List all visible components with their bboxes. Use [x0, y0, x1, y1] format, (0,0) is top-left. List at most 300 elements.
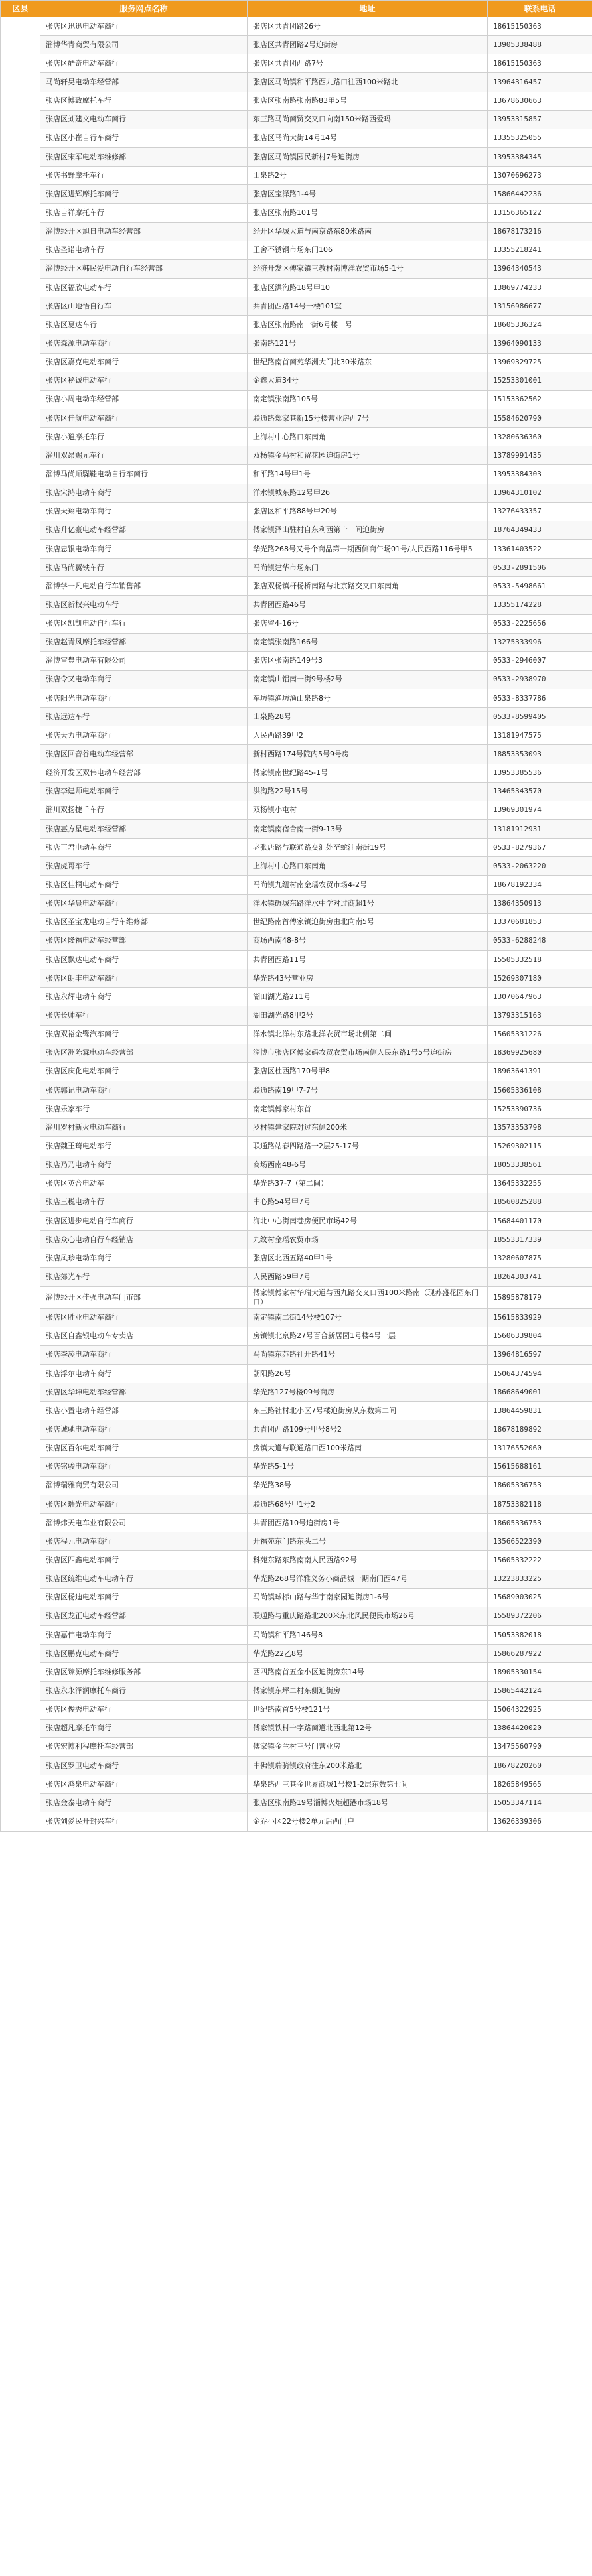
outlet-name-cell: 淄博经开区韩民爱电动自行车经营部 [40, 259, 248, 278]
outlet-address-cell: 联通路与重庆路路北200米东北风民便民市场26号 [248, 1607, 488, 1625]
table-row [1, 1402, 592, 1420]
table-row [1, 1212, 592, 1231]
table-row [1, 969, 592, 988]
outlet-phone-cell: 15684401170 [488, 1212, 592, 1231]
table-row [1, 502, 592, 521]
table-row [1, 1588, 592, 1607]
outlet-name-cell: 张店刘爱民开封兴车行 [40, 1812, 248, 1831]
outlet-phone-cell: 15064322925 [488, 1700, 592, 1719]
outlet-name-cell: 张店区飘达电动车商行 [40, 951, 248, 969]
outlet-phone-cell: 18053338561 [488, 1156, 592, 1174]
outlet-address-cell: 经济开发区傅家镇三教村南博洋农贸市场5-1号 [248, 259, 488, 278]
table-row [1, 1156, 592, 1174]
outlet-phone-cell: 15689003025 [488, 1588, 592, 1607]
outlet-address-cell: 开福苑东门路东头二号 [248, 1532, 488, 1551]
outlet-name-cell: 张店小逍摩托车行 [40, 428, 248, 446]
outlet-phone-cell: 18264303741 [488, 1268, 592, 1286]
outlet-address-cell: 共青团西路46号 [248, 596, 488, 614]
outlet-phone-cell: 15153362562 [488, 390, 592, 409]
outlet-name-cell: 张店区博致摩托车行 [40, 92, 248, 110]
table-row [1, 1775, 592, 1794]
outlet-name-cell: 张店天翔电动车商行 [40, 502, 248, 521]
outlet-name-cell: 张店乃乃电动车商行 [40, 1156, 248, 1174]
outlet-phone-cell: 18553317339 [488, 1231, 592, 1249]
outlet-address-cell: 马尚镇东苏路社开路41号 [248, 1345, 488, 1364]
outlet-phone-cell: 13964310102 [488, 484, 592, 502]
outlet-phone-cell: 13355325055 [488, 129, 592, 147]
outlet-phone-cell: 15253301001 [488, 372, 592, 390]
table-row [1, 1645, 592, 1663]
outlet-phone-cell: 13864350913 [488, 894, 592, 913]
table-row [1, 1062, 592, 1081]
table-row [1, 801, 592, 819]
outlet-name-cell: 张店区龙正电动车经营部 [40, 1607, 248, 1625]
table-row [1, 1119, 592, 1137]
table-row [1, 73, 592, 92]
table-row [1, 1025, 592, 1044]
outlet-name-cell: 经济开发区双伟电动车经营部 [40, 764, 248, 782]
outlet-address-cell: 华光路22乙8号 [248, 1645, 488, 1663]
outlet-address-cell: 傅家镇南世纪路45-1号 [248, 764, 488, 782]
table-row [1, 1457, 592, 1476]
table-row [1, 17, 592, 36]
outlet-phone-cell: 13156986677 [488, 297, 592, 316]
outlet-address-cell: 洋水镇北洋村东路北洋农贸市场北侧第二间 [248, 1025, 488, 1044]
outlet-name-cell: 张店区迅迅电动车商行 [40, 17, 248, 36]
outlet-phone-cell: 0533-2225656 [488, 614, 592, 633]
outlet-address-cell: 张店区张南路南一街6号楼一号 [248, 316, 488, 334]
outlet-address-cell: 洪沟路22号15号 [248, 782, 488, 801]
region-cell: 张店 [1, 17, 40, 1832]
outlet-address-cell: 华光路268号又号个商品第一期西侧商午场01号/人民西路116号甲5 [248, 539, 488, 558]
table-row [1, 1081, 592, 1100]
table-row [1, 614, 592, 633]
outlet-phone-cell: 13964816597 [488, 1345, 592, 1364]
outlet-address-cell: 联通路郑家巷新15号楼营业房西7号 [248, 409, 488, 427]
outlet-name-cell: 张店金泰电动车商行 [40, 1794, 248, 1812]
table-row [1, 1137, 592, 1156]
outlet-address-cell: 张店区北西五路40甲1号 [248, 1249, 488, 1268]
outlet-name-cell: 张店区朗丰电动车商行 [40, 969, 248, 988]
outlet-address-cell: 联通路站春四路路一2层25-17号 [248, 1137, 488, 1156]
table-row [1, 1514, 592, 1532]
outlet-address-cell: 人民西路59甲7号 [248, 1268, 488, 1286]
outlet-phone-cell: 0533-8279367 [488, 839, 592, 857]
outlet-name-cell: 张店书野摩托车行 [40, 167, 248, 185]
table-row [1, 876, 592, 894]
outlet-phone-cell: 13964316457 [488, 73, 592, 92]
outlet-address-cell: 共青团西路11号 [248, 951, 488, 969]
outlet-address-cell: 金乔小区22号楼2单元后西门户 [248, 1812, 488, 1831]
table-row [1, 390, 592, 409]
outlet-address-cell: 双杨镇金马村和留花园迫街房1号 [248, 446, 488, 465]
outlet-address-cell: 西四路南首五金小区迫街房东14号 [248, 1663, 488, 1682]
outlet-phone-cell: 15605336108 [488, 1081, 592, 1100]
outlet-address-cell: 中佛镇瑞骑镇政府往东200米路北 [248, 1756, 488, 1775]
outlet-phone-cell: 0533-2063220 [488, 857, 592, 876]
outlet-name-cell: 张店众心电动自行车经销店 [40, 1231, 248, 1249]
table-row [1, 1100, 592, 1119]
outlet-phone-cell: 0533-2891506 [488, 559, 592, 577]
table-row [1, 1476, 592, 1495]
outlet-address-cell: 经开区华城大道与南京路东80米路南 [248, 222, 488, 241]
outlet-name-cell: 张店区自鑫银电动车专卖店 [40, 1327, 248, 1345]
outlet-address-cell: 张南路121号 [248, 334, 488, 353]
outlet-name-cell: 张店区夏达车行 [40, 316, 248, 334]
outlet-name-cell: 张店远达车行 [40, 708, 248, 726]
outlet-name-cell: 张店凤珍电动车商行 [40, 1249, 248, 1268]
outlet-phone-cell: 15064374594 [488, 1364, 592, 1383]
table-row [1, 1700, 592, 1719]
outlet-address-cell: 洋水镇碾城东路洋水中学对过商超1号 [248, 894, 488, 913]
outlet-address-cell: 张店区宝泽路1-4号 [248, 185, 488, 204]
outlet-address-cell: 南定镇张南路166号 [248, 633, 488, 651]
outlet-name-cell: 张店区宋军电动车维修部 [40, 147, 248, 166]
table-row [1, 1345, 592, 1364]
table-row [1, 1570, 592, 1588]
outlet-name-cell: 张店长帅车行 [40, 1006, 248, 1025]
outlet-name-cell: 淄博华青商贸有限公司 [40, 36, 248, 54]
outlet-address-cell: 人民西路39甲2 [248, 726, 488, 745]
outlet-name-cell: 张店宋鸿电动车商行 [40, 484, 248, 502]
outlet-phone-cell: 13969301974 [488, 801, 592, 819]
outlet-name-cell: 张店永永泽润摩托车商行 [40, 1682, 248, 1700]
outlet-address-cell: 张店区共青团路26号 [248, 17, 488, 36]
outlet-phone-cell: 13864420020 [488, 1719, 592, 1737]
outlet-phone-cell: 13465343570 [488, 782, 592, 801]
outlet-address-cell: 山泉路2号 [248, 167, 488, 185]
outlet-name-cell: 张店郭记电动车商行 [40, 1081, 248, 1100]
outlet-name-cell: 张店惠方星电动车经营部 [40, 820, 248, 839]
outlet-phone-cell: 15606339804 [488, 1327, 592, 1345]
outlet-phone-cell: 13370681853 [488, 913, 592, 931]
outlet-phone-cell: 18560825288 [488, 1193, 592, 1211]
outlet-phone-cell: 13181912931 [488, 820, 592, 839]
outlet-address-cell: 金鑫大道34号 [248, 372, 488, 390]
outlet-name-cell: 张店区华坤电动车经营部 [40, 1383, 248, 1402]
outlet-name-cell: 张店赵青风摩托车经营部 [40, 633, 248, 651]
table-row [1, 1495, 592, 1513]
outlet-name-cell: 张店区鹏克电动车商行 [40, 1645, 248, 1663]
outlet-phone-cell: 18605336753 [488, 1476, 592, 1495]
table-row [1, 36, 592, 54]
outlet-phone-cell: 13355218241 [488, 241, 592, 259]
table-row [1, 951, 592, 969]
outlet-name-cell: 张店区进步电动自行车商行 [40, 1212, 248, 1231]
table-row [1, 241, 592, 259]
outlet-address-cell: 张店区和平路88号甲20号 [248, 502, 488, 521]
outlet-name-cell: 淄博雷豊电动车有限公司 [40, 651, 248, 670]
table-row [1, 1812, 592, 1831]
outlet-phone-cell: 15269302115 [488, 1137, 592, 1156]
outlet-address-cell: 湖田湖光路8甲2号 [248, 1006, 488, 1025]
outlet-name-cell: 张店区鸿泉电动车商行 [40, 1775, 248, 1794]
outlet-phone-cell: 13275333996 [488, 633, 592, 651]
outlet-name-cell: 马尚轩昊电动车经营部 [40, 73, 248, 92]
table-row [1, 484, 592, 502]
table-row [1, 1532, 592, 1551]
outlet-address-cell: 世纪路南首5号楼121号 [248, 1700, 488, 1719]
outlet-address-cell: 华泉路西三巷金世界商城1号楼1-2层东数第七间 [248, 1775, 488, 1794]
outlet-address-cell: 共青团西路14号一楼101室 [248, 297, 488, 316]
outlet-name-cell: 张店区庆化电动车商行 [40, 1062, 248, 1081]
outlet-address-cell: 湖田湖光路211号 [248, 988, 488, 1006]
outlet-phone-cell: 15589372206 [488, 1607, 592, 1625]
outlet-phone-cell: 13869774233 [488, 278, 592, 297]
table-row [1, 297, 592, 316]
outlet-address-cell: 南定镇傅家村东首 [248, 1100, 488, 1119]
outlet-phone-cell: 13280636360 [488, 428, 592, 446]
outlet-name-cell: 淄川罗村新火电动车商行 [40, 1119, 248, 1137]
table-row [1, 1439, 592, 1457]
outlet-phone-cell: 13793315163 [488, 1006, 592, 1025]
outlet-address-cell: 双杨镇小屯村 [248, 801, 488, 819]
outlet-address-cell: 南定镇南二街14号楼107号 [248, 1308, 488, 1327]
outlet-address-cell: 洋水镇城东路12号甲26 [248, 484, 488, 502]
outlet-name-cell: 张店区百尔电动车商行 [40, 1439, 248, 1457]
outlet-address-cell: 上海村中心路口东南角 [248, 428, 488, 446]
table-row [1, 54, 592, 73]
outlet-name-cell: 张店天力电动车商行 [40, 726, 248, 745]
outlet-name-cell: 张店李凌电动车商行 [40, 1345, 248, 1364]
table-row [1, 633, 592, 651]
table-row [1, 316, 592, 334]
outlet-phone-cell: 15895878179 [488, 1286, 592, 1308]
outlet-phone-cell: 13864459831 [488, 1402, 592, 1420]
outlet-name-cell: 张店区秘诚电动车行 [40, 372, 248, 390]
table-row [1, 110, 592, 129]
outlet-address-cell: 南定镇张南路105号 [248, 390, 488, 409]
outlet-phone-cell: 15605331226 [488, 1025, 592, 1044]
outlet-phone-cell: 15865442124 [488, 1682, 592, 1700]
outlet-address-cell: 张店区马尚镇和平路西九路口往西100米路北 [248, 73, 488, 92]
outlet-address-cell: 上海村中心路口东南角 [248, 857, 488, 876]
table-row [1, 1327, 592, 1345]
table-row [1, 259, 592, 278]
table-row [1, 1794, 592, 1812]
header-address: 地址 [248, 1, 488, 17]
outlet-name-cell: 张店诚驰电动车商行 [40, 1420, 248, 1439]
outlet-phone-cell: 13223833225 [488, 1570, 592, 1588]
outlet-name-cell: 张店区圣宝龙电动自行车维修部 [40, 913, 248, 931]
outlet-name-cell: 张店小周电动车经营部 [40, 390, 248, 409]
outlet-address-cell: 房镇镇北京路27号百合新居园1号楼4号一层 [248, 1327, 488, 1345]
outlet-address-cell: 傅家镇铁村十字路商道北西北第12号 [248, 1719, 488, 1737]
outlet-address-cell: 傅家镇东坪二村东侧迫街房 [248, 1682, 488, 1700]
outlet-phone-cell: 13953385536 [488, 764, 592, 782]
header-name: 服务网点名称 [40, 1, 248, 17]
table-row [1, 372, 592, 390]
outlet-phone-cell: 13964090133 [488, 334, 592, 353]
outlet-address-cell: 马尚镇和平路146号8 [248, 1625, 488, 1644]
outlet-address-cell: 马尚镇九纽村南金瑶农贸市场4-2号 [248, 876, 488, 894]
table-row [1, 745, 592, 764]
outlet-name-cell: 张店嘉伟电动车商行 [40, 1625, 248, 1644]
table-row [1, 1719, 592, 1737]
outlet-name-cell: 张店森源电动车商行 [40, 334, 248, 353]
table-row [1, 1682, 592, 1700]
outlet-address-cell: 张店双杨镇杆杨桥南路与北京路交叉口东南角 [248, 577, 488, 596]
outlet-name-cell: 淄博瑞雅商贸有限公司 [40, 1476, 248, 1495]
outlet-name-cell: 张店区隆福电动车经营部 [40, 931, 248, 950]
header-region: 区县 [1, 1, 40, 17]
outlet-phone-cell: 15615688161 [488, 1457, 592, 1476]
outlet-phone-cell: 13276433357 [488, 502, 592, 521]
table-row [1, 1420, 592, 1439]
outlet-phone-cell: 15866287922 [488, 1645, 592, 1663]
outlet-phone-cell: 13280607875 [488, 1249, 592, 1268]
outlet-phone-cell: 13626339306 [488, 1812, 592, 1831]
outlet-address-cell: 老张店路与联通路交汇处至蛇洼南街19号 [248, 839, 488, 857]
outlet-name-cell: 张店区小崔自行车商行 [40, 129, 248, 147]
table-row [1, 1607, 592, 1625]
table-row [1, 988, 592, 1006]
outlet-phone-cell: 13678630663 [488, 92, 592, 110]
outlet-phone-cell: 13176552060 [488, 1439, 592, 1457]
outlet-name-cell: 张店魏王琦电动车行 [40, 1137, 248, 1156]
outlet-phone-cell: 13361403522 [488, 539, 592, 558]
outlet-phone-cell: 18678220260 [488, 1756, 592, 1775]
outlet-name-cell: 张店区山地悟自行车 [40, 297, 248, 316]
header-phone: 联系电话 [488, 1, 592, 17]
outlet-phone-cell: 0533-5498661 [488, 577, 592, 596]
outlet-address-cell: 傅家镇傅家村华瑞大道与西九路交叉口西100米路南（现苏盛花园东门口） [248, 1286, 488, 1308]
table-row [1, 1551, 592, 1570]
outlet-address-cell: 张店区张南路149号3 [248, 651, 488, 670]
table-row [1, 278, 592, 297]
outlet-name-cell: 张店区华晨电动车商行 [40, 894, 248, 913]
outlet-phone-cell: 15605332222 [488, 1551, 592, 1570]
outlet-address-cell: 张店区张南路19号淄博火炬超港市场18号 [248, 1794, 488, 1812]
outlet-name-cell: 张店永辉电动车商行 [40, 988, 248, 1006]
outlet-name-cell: 张店区四鑫电动车商行 [40, 1551, 248, 1570]
outlet-address-cell: 张店区共青团西路7号 [248, 54, 488, 73]
table-row [1, 185, 592, 204]
table-row [1, 1193, 592, 1211]
table-row [1, 1006, 592, 1025]
table-row [1, 839, 592, 857]
outlet-name-cell: 张店升亿豪电动车经营部 [40, 521, 248, 539]
table-row [1, 689, 592, 708]
outlet-phone-cell: 15615833929 [488, 1308, 592, 1327]
outlet-phone-cell: 15053382018 [488, 1625, 592, 1644]
outlet-address-cell: 马尚镇建华市场东门 [248, 559, 488, 577]
outlet-address-cell: 张店区马尚镇园民新村7号迫街房 [248, 147, 488, 166]
outlet-address-cell: 张店区张南路101号 [248, 204, 488, 222]
outlet-name-cell: 张店忠银电动车商行 [40, 539, 248, 558]
outlet-phone-cell: 18753382118 [488, 1495, 592, 1513]
outlet-name-cell: 张店区瑞光电动车商行 [40, 1495, 248, 1513]
outlet-phone-cell: 18905330154 [488, 1663, 592, 1682]
outlet-phone-cell: 0533-8337786 [488, 689, 592, 708]
outlet-phone-cell: 13789991435 [488, 446, 592, 465]
outlet-phone-cell: 18369925680 [488, 1044, 592, 1062]
outlet-name-cell: 淄博经开区佳强电动车门市部 [40, 1286, 248, 1308]
outlet-address-cell: 南定镇山铝南一街9号楼2号 [248, 670, 488, 689]
table-body [1, 17, 592, 1832]
outlet-name-cell: 张店区罗卫电动车商行 [40, 1756, 248, 1775]
outlet-name-cell: 张店区进辉摩托车商行 [40, 185, 248, 204]
table-row [1, 539, 592, 558]
outlet-phone-cell: 15253390736 [488, 1100, 592, 1119]
outlet-name-cell: 张店宏博利程摩托车经营部 [40, 1737, 248, 1756]
outlet-name-cell: 张店区嘉克电动车商行 [40, 353, 248, 372]
table-row [1, 222, 592, 241]
outlet-name-cell: 张店超凡摩托车商行 [40, 1719, 248, 1737]
outlet-name-cell: 张店马尚翼铁车行 [40, 559, 248, 577]
outlet-name-cell: 张店令又电动车商行 [40, 670, 248, 689]
outlet-address-cell: 世纪路南首傅家镇迫街房由北向南5号 [248, 913, 488, 931]
outlet-name-cell: 张店区英合电动车 [40, 1174, 248, 1193]
outlet-phone-cell: 18963641391 [488, 1062, 592, 1081]
table-row [1, 931, 592, 950]
outlet-phone-cell: 13953384303 [488, 465, 592, 484]
outlet-address-cell: 东三路社村北小区7号楼迫街房从东数第二间 [248, 1402, 488, 1420]
outlet-phone-cell: 0533-2938970 [488, 670, 592, 689]
outlet-name-cell: 张店虎哥车行 [40, 857, 248, 876]
table-row [1, 670, 592, 689]
outlet-address-cell: 商场西南48-8号 [248, 931, 488, 950]
table-row [1, 1383, 592, 1402]
outlet-address-cell: 张店区杜西路170号甲8 [248, 1062, 488, 1081]
outlet-name-cell: 张店小置电动车经营部 [40, 1402, 248, 1420]
table-row [1, 521, 592, 539]
outlet-name-cell: 淄川双昂赐元车行 [40, 446, 248, 465]
table-row [1, 1737, 592, 1756]
outlet-name-cell: 张店区胜业电动车商行 [40, 1308, 248, 1327]
outlet-address-cell: 东三路马尚商贸交叉口向南150米路西爱玛 [248, 110, 488, 129]
table-header-row [1, 1, 592, 17]
outlet-phone-cell: 18764349433 [488, 521, 592, 539]
table-row [1, 1308, 592, 1327]
outlet-phone-cell: 13905338488 [488, 36, 592, 54]
outlet-name-cell: 张店区佳航电动车商行 [40, 409, 248, 427]
outlet-address-cell: 华光路37-7（第二间） [248, 1174, 488, 1193]
outlet-phone-cell: 18678189892 [488, 1420, 592, 1439]
outlet-address-cell: 和平路14号甲1号 [248, 465, 488, 484]
outlet-name-cell: 张店区佳桐电动车商行 [40, 876, 248, 894]
outlet-name-cell: 张店圣诺电动车行 [40, 241, 248, 259]
outlet-address-cell: 淄博市张店区傅家码农贸农贸市场南侧人民东路1号5号迫街房 [248, 1044, 488, 1062]
outlet-address-cell: 张店区马尚大街14号14号 [248, 129, 488, 147]
outlet-phone-cell: 15505332518 [488, 951, 592, 969]
outlet-address-cell: 联通路南19甲7-7号 [248, 1081, 488, 1100]
outlet-name-cell: 张店区回音谷电动车经营部 [40, 745, 248, 764]
outlet-address-cell: 华光路127号楼09号商房 [248, 1383, 488, 1402]
table-row [1, 167, 592, 185]
outlet-phone-cell: 13566522390 [488, 1532, 592, 1551]
table-row [1, 708, 592, 726]
outlet-address-cell: 山泉路28号 [248, 708, 488, 726]
table-row [1, 651, 592, 670]
outlet-address-cell: 罗村镇建家院对过东侧200米 [248, 1119, 488, 1137]
outlet-name-cell: 张店区刘建文电动车商行 [40, 110, 248, 129]
table-row [1, 913, 592, 931]
outlet-address-cell: 房镇大道与联通路口西100米路南 [248, 1439, 488, 1457]
outlet-phone-cell: 18853353093 [488, 745, 592, 764]
table-row [1, 559, 592, 577]
table-row [1, 428, 592, 446]
outlet-phone-cell: 13181947575 [488, 726, 592, 745]
outlet-name-cell: 淄博马尚顺驜鞋电动自行车商行 [40, 465, 248, 484]
outlet-phone-cell: 0533-8599405 [488, 708, 592, 726]
outlet-phone-cell: 18668649001 [488, 1383, 592, 1402]
table-row [1, 1231, 592, 1249]
outlet-address-cell: 新村西路174号院内5号9号房 [248, 745, 488, 764]
outlet-name-cell: 张店区杨迪电动车商行 [40, 1588, 248, 1607]
outlet-address-cell: 傅家镇金兰村三号门营业房 [248, 1737, 488, 1756]
outlet-phone-cell: 18678173216 [488, 222, 592, 241]
